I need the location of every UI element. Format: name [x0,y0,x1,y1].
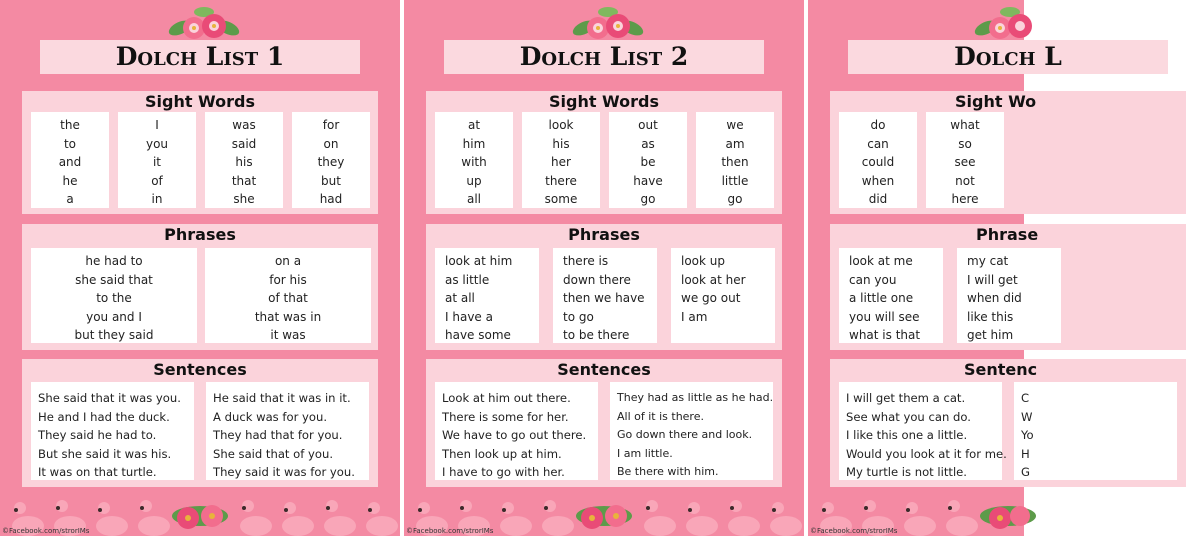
phrase: you will see [849,309,920,324]
phrases-section [830,224,1186,350]
phrase: you and I [86,309,142,324]
sight-words-section [22,91,378,214]
section-heading: Sentenc [964,360,1038,379]
section-heading: Phrases [568,225,640,244]
sentence: Yo [1021,428,1034,442]
sentence: They said he had to. [38,428,157,442]
credit-text: ©Facebook.com/strorIMs [2,527,90,535]
sight-word: look [548,118,574,132]
sentence: There is some for her. [442,409,569,424]
sight-word: then [721,155,749,169]
sight-word: when [861,173,895,188]
sight-word: she [233,192,255,206]
sentence-card [1014,382,1177,480]
sight-word: little [721,173,749,188]
sight-word: in [151,192,163,206]
sight-word: a [66,192,74,206]
section-heading: Sight Words [144,92,255,111]
phrase: down there [563,272,631,287]
sight-word: for [322,118,340,132]
sight-word-card [31,112,109,208]
sentence: Be there with him. [617,465,719,478]
sight-word: as [641,136,655,151]
sentence: Then look up at him. [442,446,562,461]
sight-word: go [727,192,743,206]
sentences-section [22,359,378,487]
sight-word: out [638,118,658,132]
sight-word: of [151,173,163,188]
phrase: to go [563,309,594,324]
sight-word: and [58,155,82,169]
sight-word-card [926,112,1004,208]
sentence-card [839,382,1007,480]
phrase: she said that [75,272,153,287]
sight-word-card [435,112,513,208]
phrase: look up [681,254,726,268]
sentence: She said that of you. [213,446,334,461]
sentence-card [435,382,598,480]
page-title: Dolch L [848,40,1168,74]
phrase: I am [681,309,708,324]
phrase: as little [445,272,490,287]
sentence: W [1021,409,1033,424]
phrase-card [957,248,1061,343]
phrase: I will get [967,272,1018,287]
sentence: My turtle is not little. [846,465,967,479]
sight-word: here [951,192,979,206]
phrase: to be there [563,328,630,342]
sentence: I have to go with her. [442,465,565,479]
phrase: what is that [849,328,921,342]
sight-word: could [861,155,895,169]
phrase: he had to [85,254,143,268]
sight-word: he [62,173,78,188]
sight-word: his [235,155,253,169]
sentences-section [426,359,782,487]
sentence: A duck was for you. [213,409,328,424]
sight-word: some [544,192,578,206]
sight-word-card [205,112,283,208]
phrase: it was [270,328,306,342]
flower-decoration-icon [166,2,242,44]
dolch-list-2-panel [404,0,804,536]
sight-word: said [231,136,257,151]
section-heading: Phrase [976,225,1039,244]
phrase: have some [445,328,511,342]
section-heading: Phrases [164,225,236,244]
phrase: like this [967,309,1014,324]
sight-word: all [466,192,482,206]
sentence: H [1021,446,1030,461]
sight-words-section [426,91,782,214]
sentence: Would you look at it for me. [846,446,1007,461]
phrase: look at her [681,272,746,287]
sight-word-card [292,112,370,208]
phrase: on a [274,254,302,268]
sight-word: have [633,173,663,188]
phrase-card [553,248,657,343]
sight-word-card [118,112,196,208]
sight-word: do [870,118,886,132]
section-heading: Sentences [153,360,247,379]
section-heading: Sentences [557,360,651,379]
section-heading: Sight Words [548,92,659,111]
phrase: get him [967,328,1014,342]
phrase-card [205,248,371,343]
sight-word: am [725,136,745,151]
sentence: I like this one a little. [846,428,968,442]
sentence: But she said it was his. [38,446,172,461]
sight-word: had [319,192,343,206]
sentence-card [31,382,194,480]
sentence: She said that it was you. [38,391,181,405]
sentence: It was on that turtle. [38,465,157,479]
sentence: They had as little as he had. [617,391,774,404]
sight-word: so [958,136,972,151]
flower-decoration-icon [570,2,646,44]
sentence: I will get them a cat. [846,391,966,405]
sight-word-card [696,112,774,208]
phrase: then we have [563,291,645,305]
phrase: look at him [445,254,513,268]
sentence: He said that it was in it. [213,391,351,405]
sight-word: go [640,192,656,206]
sight-word: on [323,136,339,151]
sight-word: with [461,155,487,169]
sight-word: can [867,136,889,151]
credit-text: ©Facebook.com/strorIMs [810,527,898,535]
phrase-card [839,248,943,343]
flower-decoration-icon [972,2,1048,44]
sentence: See what you can do. [846,409,971,424]
sight-word: that [231,173,257,188]
phrase-card [435,248,539,343]
sentences-section [830,359,1186,487]
sentence: Go down there and look. [617,428,753,441]
phrase: at all [445,291,475,305]
phrase-card [31,248,197,343]
sentence: All of it is there. [617,409,704,423]
sentence-card [610,382,773,480]
phrase: for his [269,272,307,287]
sight-word: I [155,118,159,132]
sight-word: they [317,155,345,169]
sight-word-card [609,112,687,208]
phrase: I have a [445,309,493,324]
sight-word: see [954,155,976,169]
sight-word: but [321,173,341,188]
sight-word: be [640,155,656,169]
phrase: that was in [254,309,322,324]
sight-word: his [552,136,570,151]
sight-word-card [522,112,600,208]
phrase: to the [96,291,132,305]
phrase: a little one [849,291,914,305]
phrase: can you [849,272,897,287]
sentence: Look at him out there. [442,391,571,405]
phrase-card [671,248,775,343]
phrases-section [426,224,782,350]
phrase: there is [563,254,609,268]
sight-word: you [145,136,169,151]
dolch-list-1-panel [0,0,400,536]
credit-text: ©Facebook.com/strorIMs [406,527,494,535]
sight-word: not [955,173,975,188]
sentence-card [206,382,369,480]
sentence: I am little. [617,446,673,460]
phrase: of that [268,291,308,305]
sight-words-section [830,91,1186,214]
page-title: Dolch List 2 [444,40,764,74]
sight-word: to [63,136,77,151]
sentence: They had that for you. [213,428,343,442]
section-heading: Sight Wo [955,92,1037,111]
sight-word: at [467,118,481,132]
phrase: my cat [967,254,1009,268]
sight-word: what [950,118,980,132]
sentence: C [1021,391,1030,405]
phrase: but they said [74,328,154,342]
sight-word: the [60,118,80,132]
sentence: They said it was for you. [213,465,355,479]
sight-word: did [868,192,888,206]
phrase: look at me [849,254,913,268]
sight-word: him [462,136,486,151]
sight-word-card [839,112,917,208]
sight-word: was [232,118,256,132]
sight-word: we [726,118,744,132]
sentence: G [1021,465,1030,479]
page-title: Dolch List 1 [40,40,360,74]
sentence: We have to go out there. [442,428,587,442]
sight-word: up [466,173,482,188]
sentence: He and I had the duck. [38,409,170,424]
dolch-list-3-panel [808,0,1062,536]
sight-word: there [545,173,577,188]
sight-word: it [152,155,162,169]
phrases-section [22,224,378,350]
sight-word: her [551,155,571,169]
phrase: when did [967,291,1022,305]
phrase: we go out [681,291,741,305]
